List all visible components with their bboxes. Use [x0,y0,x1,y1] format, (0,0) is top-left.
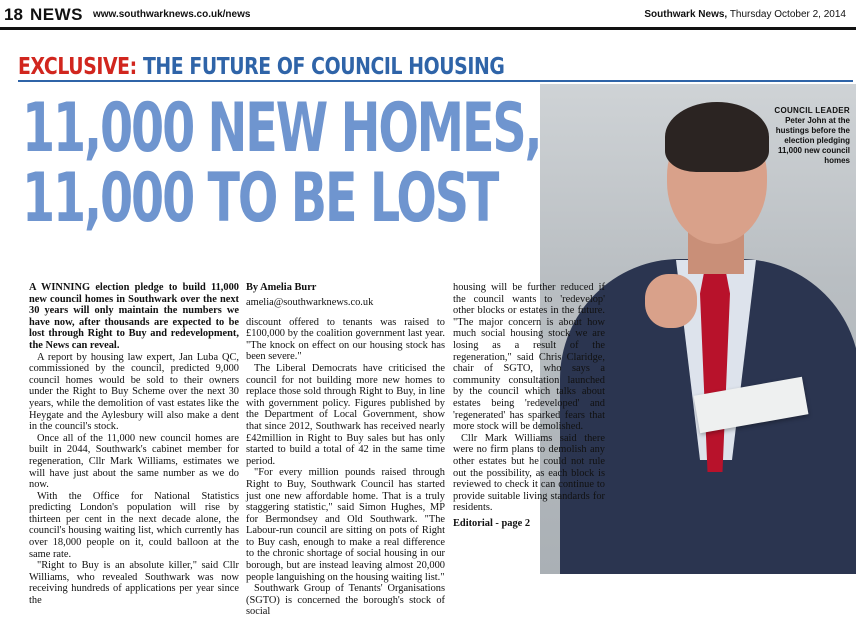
hand-shape [645,274,697,328]
col2-paragraph: "For every million pounds raised through Right to Buy, Southwark Council has started just one new affordable home. That is a truly staggering statistic," said Simon Hughes, MP for Bermondsey and Old Southwark. "The Labour-run council are sitting on pots of Right to Buy cash, enough to make a real difference to the chronic shortage of social housing in our borough, but are instead leaving almost 20,000 people languishing on the housing waiting list." [246,467,445,583]
paper-name: Southwark News, [644,9,728,20]
col2-paragraph: discount offered to tenants was raised to £100,000 by the coalition government last year. "The knock on effect on our housing stock has been severe." [246,316,445,363]
caption-label: COUNCIL LEADER [774,106,850,115]
caption-text: Peter John at the hustings before the election pledging 11,000 new council homes [775,116,850,165]
masthead-bar [0,0,856,28]
byline-email[interactable]: amelia@southwarknews.co.uk [246,297,374,308]
kicker-rule [18,80,853,82]
article-column-1 [29,282,239,607]
page-number: 18 [4,5,23,24]
kicker-exclusive: EXCLUSIVE: [18,54,137,80]
kicker [18,54,504,80]
col2-paragraph: The Liberal Democrats have criticised the council for not building more new homes to replace those sold through Right to Buy, in line with government policy. Figures published by the Department of Local Government, show that since 2012, Southwark has received nearly £42million in Right to Buy sales but has only started to build a total of 42 in the same time period. [246,362,445,467]
headline-line-1: 11,000 NEW HOMES, [22,89,541,168]
headline-line-2: 11,000 TO BE LOST [22,159,498,238]
col3-paragraph: housing will be further reduced if the council wants to 'redevelop' other blocks or estates in the future. "The major concern is about how much social housing stock we are losing as a result of the regeneration," said Chris Claridge, chair of SGTO, who says a community consultation launched by the council which talks about estates being 'redeveloped' and 'regenerated' has sparked fears that more stock will be demolished. [453,282,605,433]
article-column-2 [246,282,445,618]
article-column-3 [453,282,605,529]
byline: By Amelia Burr [246,282,317,293]
col3-paragraph: Cllr Mark Williams said there were no firm plans to demolish any other estates but he could not rule out the possibility, as each block is reviewed to check it can continue to provide suitable living standards for residents. [453,432,605,514]
masthead-rule [0,27,856,30]
col1-paragraph: "Right to Buy is an absolute killer," said Cllr Williams, who revealed Southwark was now receiving hundreds of applications per year since the [29,560,239,607]
section-label: NEWS [30,5,83,24]
col1-paragraph: A report by housing law expert, Jan Luba QC, commissioned by the council, predicted 9,000 council homes would be sold to their owners under the Right to Buy Scheme over the next 30 years, while the demolition of vast estates like the Heygate and the Aylesbury will also make a dent in the council's stock. [29,351,239,433]
kicker-topic: THE FUTURE OF COUNCIL HOUSING [142,54,505,80]
headline [22,89,541,238]
photo-caption [770,106,850,166]
editorial-reference: Editorial - page 2 [453,517,531,529]
article-lead: A WINNING election pledge to build 11,000 new council homes in Southwark over the next 30 years will only maintain the numbers we have now, after thousands are expected to be lost through Right to Buy and redevelopment, the News can reveal. [29,282,239,351]
col1-paragraph: Once all of the 11,000 new council homes are built in 2044, Southwark's cabinet member for regeneration, Cllr Mark Williams, estimates we will have just about the same number as we do now. [29,432,239,491]
col2-paragraph: Southwark Group of Tenants' Organisations (SGTO) is concerned the borough's stock of social [246,583,445,618]
col1-paragraph: With the Office for National Statistics predicting London's population will rise by thirteen per cent in the next decade alone, the council's housing waiting list, which currently has over 18,000 people on it, could balloon at the same rate. [29,490,239,560]
dateline [644,9,846,20]
hair-shape [665,102,769,172]
section-url[interactable]: www.southwarknews.co.uk/news [93,9,251,20]
issue-date: Thursday October 2, 2014 [729,9,846,20]
